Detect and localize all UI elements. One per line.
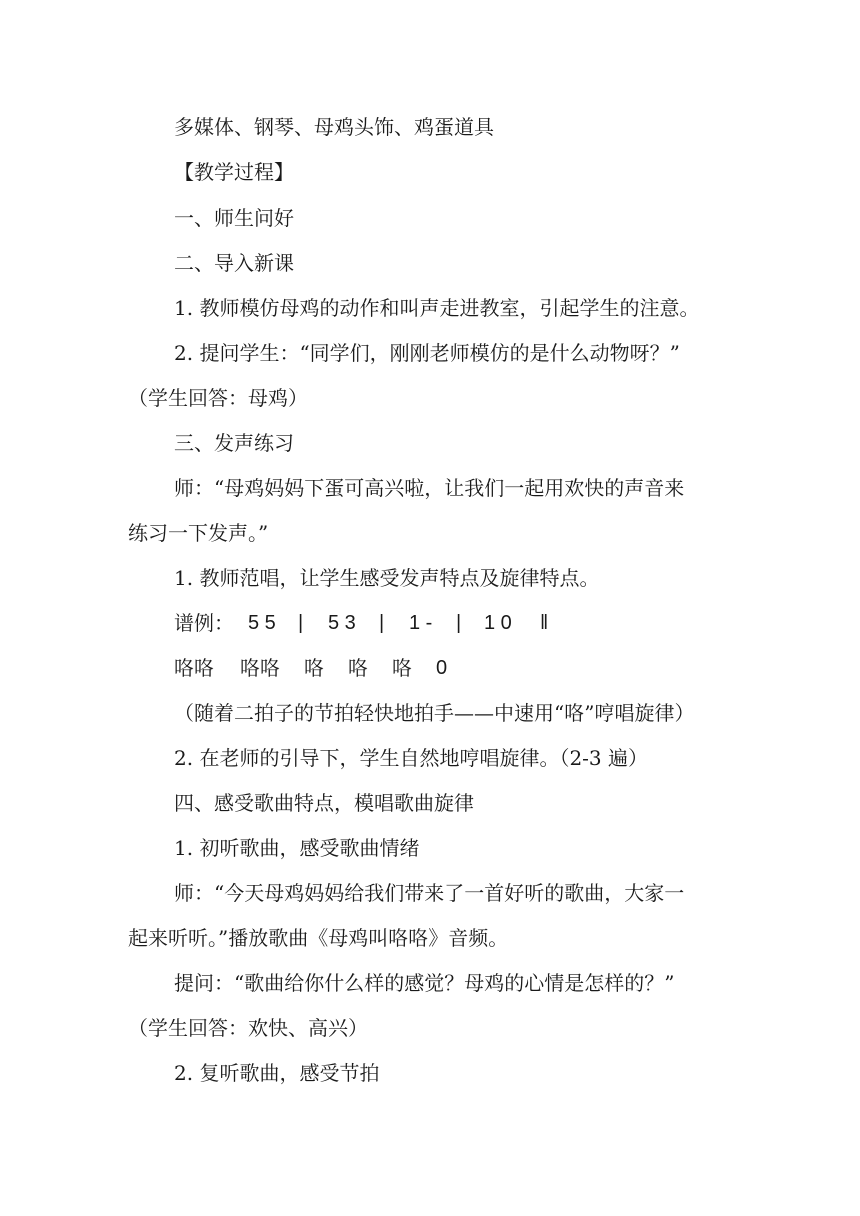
- paragraph-teacher-quote-b: 练习一下发声。”: [128, 521, 269, 545]
- paragraph-vocal-2: 2. 在老师的引导下，学生自然地哼唱旋律。（2-3 遍）: [174, 746, 649, 770]
- score-note: 5 5: [248, 612, 276, 634]
- score-note: 5 3: [328, 612, 356, 634]
- heading-intro: 二、导入新课: [174, 251, 294, 275]
- paragraph-vocal-1: 1. 教师范唱，让学生感受发声特点及旋律特点。: [174, 566, 600, 590]
- heading-greeting: 一、师生问好: [174, 206, 294, 230]
- score-note: 1 -: [409, 612, 433, 634]
- paragraph-question-answer: （学生回答：欢快、高兴）: [128, 1016, 368, 1040]
- score-note: 1 0: [484, 612, 512, 634]
- score-label: 谱例：: [174, 611, 234, 635]
- paragraph-teacher-song-b: 起来听听。”播放歌曲《母鸡叫咯咯》音频。: [128, 926, 509, 950]
- score-lyric: 0: [436, 657, 448, 679]
- paragraph-teacher-quote-a: 师：“母鸡妈妈下蛋可高兴啦，让我们一起用欢快的声音来: [174, 476, 685, 500]
- materials-line: 多媒体、钢琴、母鸡头饰、鸡蛋道具: [174, 115, 494, 139]
- paragraph-intro-1: 1. 教师模仿母鸡的动作和叫声走进教室，引起学生的注意。: [174, 296, 700, 320]
- paragraph-teacher-song-a: 师：“今天母鸡妈妈给我们带来了一首好听的歌曲，大家一: [174, 881, 685, 905]
- score-barline: |: [456, 612, 462, 634]
- score-barline: |: [379, 612, 385, 634]
- score-final-barline: ‖: [540, 612, 549, 634]
- paragraph-question: 提问：“歌曲给你什么样的感觉？母鸡的心情是怎样的？”: [174, 971, 675, 995]
- section-heading-process: 【教学过程】: [174, 160, 294, 184]
- score-lyric: 咯: [392, 656, 412, 680]
- score-lyric: 咯咯: [174, 656, 214, 680]
- heading-vocal-practice: 三、发声练习: [174, 431, 294, 455]
- paragraph-second-listen: 2. 复听歌曲，感受节拍: [174, 1061, 380, 1085]
- score-lyric: 咯咯: [240, 656, 280, 680]
- paragraph-rhythm-note: （随着二拍子的节拍轻快地拍手——中速用“咯”哼唱旋律）: [174, 701, 695, 725]
- paragraph-first-listen: 1. 初听歌曲，感受歌曲情绪: [174, 836, 420, 860]
- score-lyric: 咯: [304, 656, 324, 680]
- score-lyric: 咯: [348, 656, 368, 680]
- paragraph-intro-2-answer: （学生回答：母鸡）: [128, 386, 308, 410]
- paragraph-intro-2: 2. 提问学生：“同学们，刚刚老师模仿的是什么动物呀？”: [174, 341, 680, 365]
- score-barline: |: [298, 612, 304, 634]
- heading-song-features: 四、感受歌曲特点，模唱歌曲旋律: [174, 791, 474, 815]
